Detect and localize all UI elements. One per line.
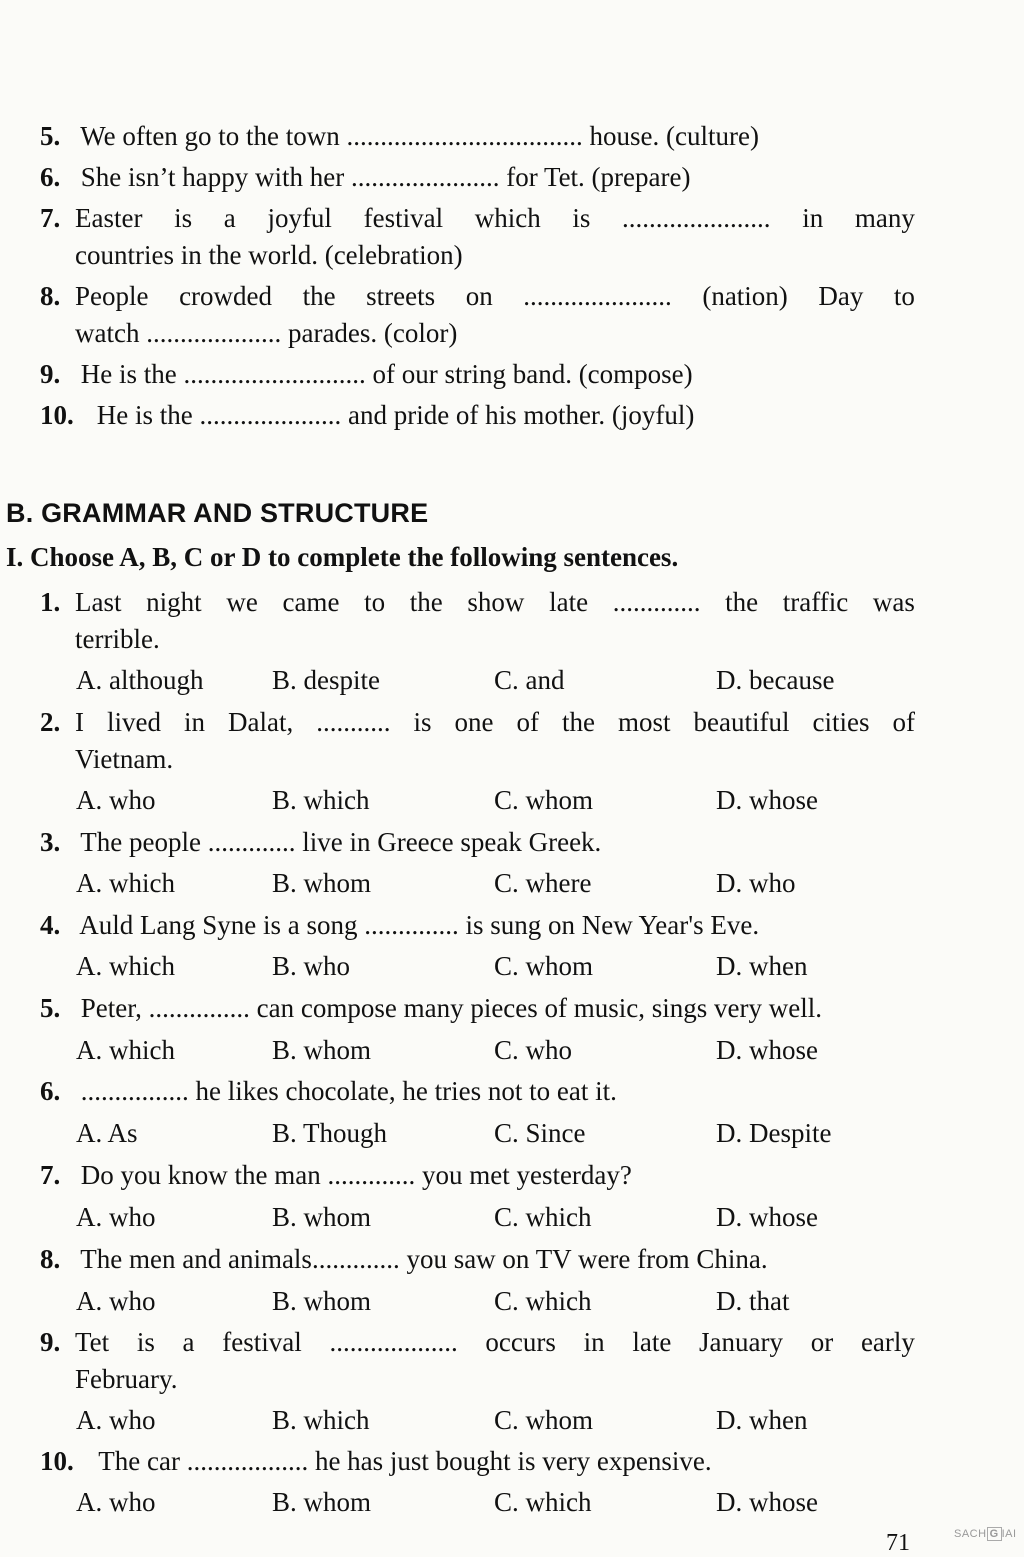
item-text: He is the ..................... and pride of his mother. (joyful) [96,400,695,430]
question-text-line2: Vietnam. [75,744,174,774]
question-number: 10. [40,1446,74,1476]
option-a[interactable]: A. although [76,665,204,695]
question-7 [40,1157,920,1194]
word: late [632,1327,672,1357]
word: festival [222,1327,302,1357]
question-4 [40,907,920,944]
word: the [409,587,443,617]
word: a [182,1327,195,1357]
word: I [75,707,84,737]
word: night [146,587,202,617]
item-text-line1 [75,278,915,315]
word: we [226,587,258,617]
item-number: 7. [40,203,61,233]
question-10 [40,1443,920,1480]
word: show [467,587,525,617]
answer-blank: ........... [316,707,391,737]
option-b[interactable]: B. which [272,1405,370,1435]
word: streets [366,281,436,311]
watermark-text: IAI [1001,1528,1017,1540]
option-c[interactable]: C. whom [494,785,594,815]
word: a [223,203,236,233]
word: in [184,707,206,737]
word: to [893,281,915,311]
vocab-item-5 [40,118,920,155]
option-d[interactable]: D. whose [716,1035,818,1065]
answer-blank: ................... [329,1327,458,1357]
option-d[interactable]: D. when [716,1405,808,1435]
word: is [572,203,591,233]
item-number: 10. [40,400,74,430]
word: Dalat, [228,707,294,737]
question-text: The car .................. he has just bought is very expensive. [98,1446,712,1476]
item-number: 8. [40,281,61,311]
word: is [413,707,432,737]
option-a[interactable]: A. As [76,1118,138,1148]
option-d[interactable]: D. when [716,951,808,981]
option-a[interactable]: A. who [76,1487,156,1517]
option-b[interactable]: B. whom [272,1202,372,1232]
watermark-text: SACH [954,1528,987,1540]
word: traffic [782,587,849,617]
question-number: 2. [40,707,61,737]
word: came [282,587,340,617]
question-number: 7. [40,1160,61,1190]
word: Day [818,281,864,311]
question-text: The men and animals............. you saw on TV were from China. [80,1244,768,1274]
question-text: Auld Lang Syne is a song .............. is sung on New Year's Eve. [79,910,760,940]
option-c[interactable]: C. and [494,665,565,695]
option-c[interactable]: C. which [494,1202,592,1232]
word: or [810,1327,834,1357]
vocab-item-9 [40,356,920,393]
word: most [618,707,671,737]
answer-blank: ...................... [622,203,771,233]
word: early [860,1327,915,1357]
word: to [364,587,386,617]
question-text: The people ............. live in Greece speak Greek. [80,827,602,857]
word: Last [75,587,122,617]
item-number: 5. [40,121,61,151]
word: many [854,203,915,233]
question-6 [40,1073,920,1110]
question-number: 5. [40,993,61,1023]
option-d[interactable]: D. because [716,665,835,695]
word: of [516,707,539,737]
option-c[interactable]: C. which [494,1487,592,1517]
watermark-logo [954,1528,1017,1540]
answer-blank: ............. [612,587,701,617]
option-d[interactable]: D. who [716,868,796,898]
word: crowded [179,281,273,311]
question-number: 4. [40,910,61,940]
word: one [454,707,494,737]
option-b[interactable]: B. despite [272,665,380,695]
word: January [699,1327,784,1357]
word: late [549,587,589,617]
option-b[interactable]: B. whom [272,1286,372,1316]
option-d[interactable]: D. whose [716,1202,818,1232]
watermark-box: G [987,1527,1002,1541]
word: in [583,1327,605,1357]
item-text: He is the ........................... of our string band. (compose) [80,359,693,389]
word: Easter [75,203,143,233]
option-d[interactable]: D. that [716,1286,790,1316]
option-b[interactable]: B. who [272,951,351,981]
question-text-line1 [75,584,915,621]
word: the [562,707,595,737]
option-c[interactable]: C. whom [494,951,594,981]
item-text: We often go to the town ................................... house. (culture) [80,121,759,151]
option-b[interactable]: B. whom [272,1035,372,1065]
item-text-line2: watch .................... parades. (color) [75,318,458,348]
question-text: Do you know the man ............. you met yesterday? [80,1160,632,1190]
word: was [872,587,915,617]
question-number: 1. [40,587,61,617]
item-number: 9. [40,359,61,389]
item-number: 6. [40,162,61,192]
word: joyful [267,203,332,233]
word: lived [107,707,161,737]
exercise-instruction: I. Choose A, B, C or D to complete the following sentences. [6,542,679,572]
answer-blank: ...................... [523,281,672,311]
vocab-item-10 [40,397,920,434]
word: beautiful [693,707,790,737]
question-number: 6. [40,1076,61,1106]
option-a[interactable]: A. which [76,868,175,898]
question-number: 8. [40,1244,61,1274]
question-number: 9. [40,1327,61,1357]
word: of [892,707,915,737]
option-b[interactable]: B. which [272,785,370,815]
word: People [75,281,149,311]
word: which [474,203,541,233]
question-text-line1 [75,704,915,741]
option-a[interactable]: A. who [76,785,156,815]
option-c[interactable]: C. where [494,868,592,898]
option-d[interactable]: D. whose [716,1487,818,1517]
option-a[interactable]: A. who [76,1405,156,1435]
vocab-item-6 [40,159,920,196]
word: the [725,587,759,617]
item-text-line2: countries in the world. (celebration) [75,240,463,270]
question-5 [40,990,940,1027]
question-number: 3. [40,827,61,857]
option-a[interactable]: A. which [76,951,175,981]
word: is [174,203,193,233]
word: Tet [75,1327,110,1357]
option-a[interactable]: A. who [76,1202,156,1232]
word: on [465,281,493,311]
word: in [802,203,824,233]
question-8 [40,1241,920,1278]
option-c[interactable]: C. which [494,1286,592,1316]
option-d[interactable]: D. whose [716,785,818,815]
question-3 [40,824,920,861]
question-text-line2: February. [75,1364,178,1394]
word: the [302,281,336,311]
question-text-line1 [75,1324,915,1361]
question-text-line2: terrible. [75,624,160,654]
item-text: She isn’t happy with her ...................... for Tet. (prepare) [80,162,691,192]
word: occurs [485,1327,556,1357]
option-d[interactable]: D. Despite [716,1118,832,1148]
page-number: 71 [886,1530,910,1556]
option-c[interactable]: C. Since [494,1118,586,1148]
item-text-line1 [75,200,915,237]
question-text: Peter, ............... can compose many pieces of music, sings very well. [80,993,822,1023]
section-title: B. GRAMMAR AND STRUCTURE [6,498,429,528]
word: (nation) [702,281,788,311]
option-b[interactable]: B. whom [272,868,372,898]
option-a[interactable]: A. which [76,1035,175,1065]
word: is [136,1327,155,1357]
option-b[interactable]: B. whom [272,1487,372,1517]
question-text: ................ he likes chocolate, he tries not to eat it. [80,1076,617,1106]
word: cities [812,707,870,737]
word: festival [363,203,444,233]
option-c[interactable]: C. whom [494,1405,594,1435]
option-a[interactable]: A. who [76,1286,156,1316]
option-c[interactable]: C. who [494,1035,573,1065]
option-b[interactable]: B. Though [272,1118,388,1148]
